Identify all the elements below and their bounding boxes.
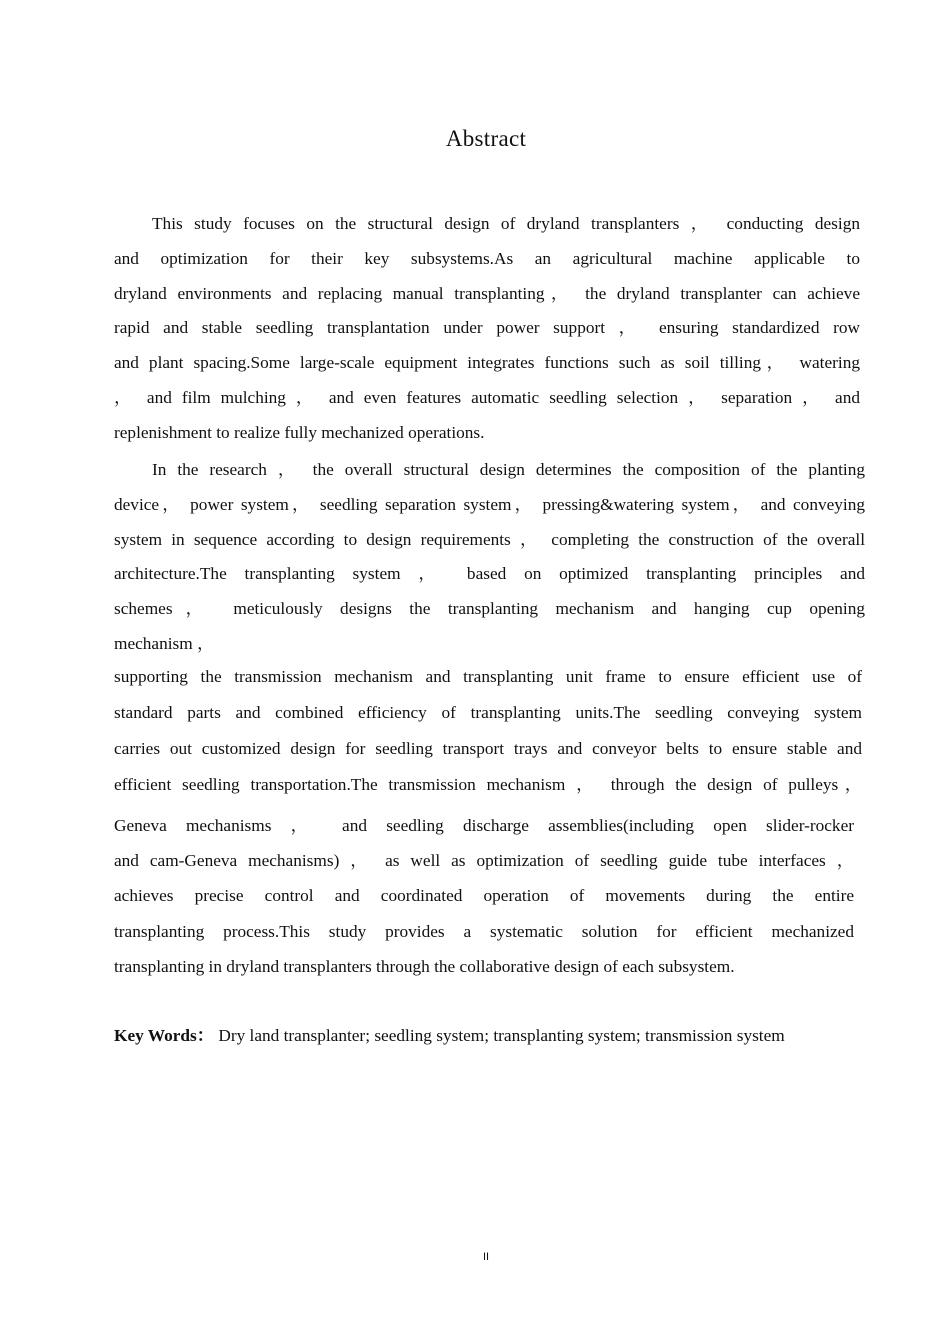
- paragraph-line: mechanism ，: [114, 633, 215, 653]
- paragraph-line: transplanting in dryland transplanters through the collaborative design of each subsystem.: [114, 956, 735, 976]
- paragraph-2: [114, 453, 865, 662]
- paragraph-line: This study focuses on the structural design of dryland transplanters ， conducting design: [152, 214, 860, 233]
- paragraph-line: architecture.The transplanting system ， based on optimized transplanting principles and: [114, 564, 865, 584]
- paragraph-line: In the research ， the overall structural design determines the composition of the planting: [152, 460, 865, 479]
- paragraph-line: and cam-Geneva mechanisms) ， as well as optimization of seedling guide tube interfaces ，: [114, 851, 854, 871]
- paragraph-line: replenishment to realize fully mechanized operations.: [114, 422, 485, 442]
- paragraph-line: schemes， meticulously designs the transplanting mechanism and hanging cup opening: [114, 599, 865, 619]
- abstract-title: Abstract: [445, 126, 527, 151]
- paragraph-line: and plant spacing.Some large-scale equipment integrates functions such as soil tilling， watering: [114, 353, 860, 373]
- paragraph-1: [114, 207, 860, 451]
- paragraph-line: rapid and stable seedling transplantation under power support ， ensuring standardized row: [114, 318, 860, 338]
- paragraph-line: standard parts and combined efficiency of transplanting units.The seedling conveying system: [114, 703, 862, 722]
- paragraph-line: achieves precise control and coordinated operation of movements during the entire: [114, 886, 854, 906]
- paragraph-line: and optimization for their key subsystems.As an agricultural machine applicable to: [114, 248, 860, 268]
- paragraph-4: [114, 808, 854, 984]
- keywords-label: Key Words：: [114, 1026, 215, 1045]
- paragraph-line: supporting the transmission mechanism and transplanting unit frame to ensure efficient use of: [114, 667, 862, 686]
- paragraph-line: carries out customized design for seedling transport trays and conveyor belts to ensure stable and: [114, 739, 862, 758]
- keywords-text: Dry land transplanter; seedling system; transplanting system; transmission system: [214, 1026, 785, 1045]
- paragraph-line: ， and film mulching ， and even features automatic seedling selection ， separation ， and: [114, 387, 860, 407]
- keywords: [114, 1019, 874, 1053]
- paragraph-line: transplanting process.This study provides a systematic solution for efficient mechanized: [114, 921, 854, 941]
- paragraph-3: [114, 659, 862, 803]
- paragraph-line: efficient seedling transportation.The transmission mechanism ， through the design of pulleys，: [114, 775, 862, 794]
- paragraph-line: device， power system， seedling separation system， pressing&watering system， and conveying: [114, 494, 865, 514]
- paragraph-line: system in sequence according to design requirements ， completing the construction of the overall: [114, 529, 865, 549]
- paragraph-line: dryland environments and replacing manual transplanting， the dryland transplanter can achieve: [114, 283, 860, 303]
- page-number: II: [482, 1251, 490, 1263]
- paragraph-line: Geneva mechanisms ， and seedling discharge assemblies(including open slider-rocker: [114, 816, 854, 835]
